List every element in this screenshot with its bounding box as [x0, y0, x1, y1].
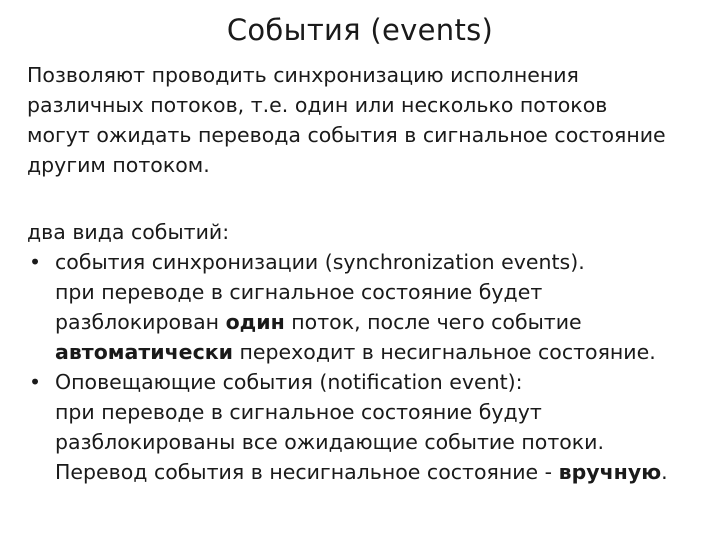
intro-line: Позволяют проводить синхронизацию исполнения	[27, 63, 579, 87]
emphasis-manually: вручную	[558, 460, 662, 484]
bullet-icon: •	[29, 250, 42, 274]
sync-events-line: при переводе в сигнальное состояние будет	[55, 280, 543, 304]
intro-paragraph	[27, 60, 707, 180]
text-fragment: .	[661, 460, 668, 484]
event-kinds-heading: два вида событий:	[27, 220, 230, 244]
emphasis-automatically: автоматически	[55, 340, 234, 364]
bullet-sync-events	[27, 247, 707, 367]
intro-line: могут ожидать перевода события в сигнальное состояние	[27, 123, 666, 147]
sync-events-title: события синхронизации (synchronization events).	[55, 250, 585, 274]
intro-line: другим потоком.	[27, 153, 210, 177]
event-kinds-section	[27, 217, 707, 487]
notification-events-line	[55, 457, 707, 487]
slide-title: События (events)	[226, 13, 494, 47]
sync-events-line	[55, 337, 707, 367]
notification-events-title: Оповещающие события (notification event):	[55, 370, 523, 394]
bullet-icon: •	[29, 370, 42, 394]
sync-events-line	[55, 307, 707, 337]
text-fragment: поток, после чего событие	[284, 310, 582, 334]
bullet-notification-events	[27, 367, 707, 487]
text-fragment: Перевод события в несигнальное состояние -	[55, 460, 559, 484]
notification-events-line: при переводе в сигнальное состояние будут	[55, 400, 542, 424]
emphasis-one: один	[225, 310, 285, 334]
notification-events-line: разблокированы все ожидающие событие потоки.	[55, 430, 605, 454]
intro-line: различных потоков, т.е. один или несколько потоков	[27, 93, 608, 117]
text-fragment: разблокирован	[55, 310, 226, 334]
text-fragment: переходит в несигнальное состояние.	[233, 340, 656, 364]
